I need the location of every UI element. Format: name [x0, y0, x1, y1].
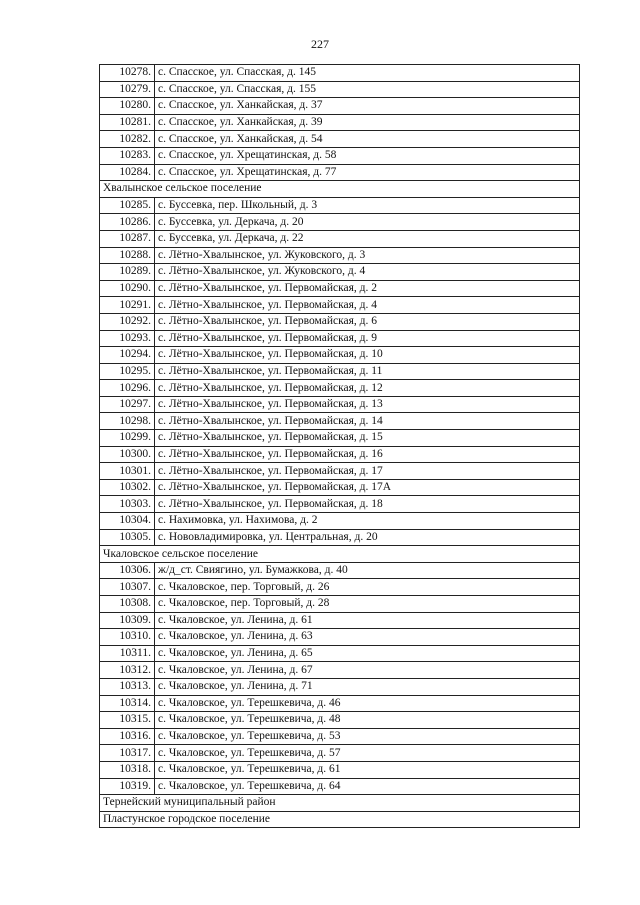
table-row	[100, 513, 580, 530]
address-cell: с. Чкаловское, ул. Терешкевича, д. 46	[155, 695, 580, 712]
row-number: 10296.	[100, 380, 155, 397]
row-number: 10299.	[100, 430, 155, 447]
row-number: 10301.	[100, 463, 155, 480]
row-number: 10294.	[100, 347, 155, 364]
row-number: 10291.	[100, 297, 155, 314]
address-cell: с. Спасское, ул. Хрещатинская, д. 77	[155, 164, 580, 181]
table-row	[100, 98, 580, 115]
section-heading: Хвалынское сельское поселение	[100, 181, 580, 198]
row-number: 10295.	[100, 363, 155, 380]
row-number: 10305.	[100, 529, 155, 546]
address-cell: с. Чкаловское, пер. Торговый, д. 26	[155, 579, 580, 596]
row-number: 10297.	[100, 396, 155, 413]
row-number: 10316.	[100, 728, 155, 745]
address-cell: с. Лётно-Хвалынское, ул. Первомайская, д. 18	[155, 496, 580, 513]
address-cell: с. Лётно-Хвалынское, ул. Первомайская, д. 14	[155, 413, 580, 430]
row-number: 10310.	[100, 629, 155, 646]
address-cell: с. Спасское, ул. Ханкайская, д. 54	[155, 131, 580, 148]
address-cell: с. Чкаловское, ул. Ленина, д. 65	[155, 645, 580, 662]
row-number: 10309.	[100, 612, 155, 629]
row-number: 10317.	[100, 745, 155, 762]
address-cell: с. Спасское, ул. Спасская, д. 145	[155, 65, 580, 82]
row-number: 10288.	[100, 247, 155, 264]
address-cell: с. Чкаловское, ул. Терешкевича, д. 61	[155, 761, 580, 778]
address-cell: с. Чкаловское, пер. Торговый, д. 28	[155, 596, 580, 613]
address-table-body	[100, 65, 580, 828]
table-row	[100, 330, 580, 347]
row-number: 10303.	[100, 496, 155, 513]
row-number: 10298.	[100, 413, 155, 430]
table-row	[100, 562, 580, 579]
row-number: 10290.	[100, 280, 155, 297]
table-row	[100, 761, 580, 778]
row-number: 10315.	[100, 712, 155, 729]
row-number: 10285.	[100, 197, 155, 214]
table-row	[100, 147, 580, 164]
address-cell: с. Чкаловское, ул. Ленина, д. 71	[155, 678, 580, 695]
table-row	[100, 347, 580, 364]
row-number: 10284.	[100, 164, 155, 181]
address-cell: с. Лётно-Хвалынское, ул. Первомайская, д. 17А	[155, 479, 580, 496]
address-cell: с. Лётно-Хвалынское, ул. Жуковского, д. 3	[155, 247, 580, 264]
table-row	[100, 695, 580, 712]
address-cell: ж/д_ст. Свиягино, ул. Бумажкова, д. 40	[155, 562, 580, 579]
table-row	[100, 678, 580, 695]
address-cell: с. Буссевка, ул. Деркача, д. 22	[155, 230, 580, 247]
table-row	[100, 214, 580, 231]
table-row	[100, 728, 580, 745]
address-cell: с. Лётно-Хвалынское, ул. Первомайская, д. 13	[155, 396, 580, 413]
table-row	[100, 114, 580, 131]
row-number: 10318.	[100, 761, 155, 778]
table-row	[100, 380, 580, 397]
table-row	[100, 612, 580, 629]
row-number: 10282.	[100, 131, 155, 148]
table-row	[100, 662, 580, 679]
row-number: 10283.	[100, 147, 155, 164]
row-number: 10280.	[100, 98, 155, 115]
address-cell: с. Лётно-Хвалынское, ул. Первомайская, д. 11	[155, 363, 580, 380]
row-number: 10300.	[100, 446, 155, 463]
table-row	[100, 712, 580, 729]
table-row	[100, 280, 580, 297]
section-row	[100, 181, 580, 198]
address-cell: с. Нововладимировка, ул. Центральная, д. 20	[155, 529, 580, 546]
table-row	[100, 629, 580, 646]
row-number: 10312.	[100, 662, 155, 679]
section-row	[100, 546, 580, 563]
row-number: 10308.	[100, 596, 155, 613]
row-number: 10313.	[100, 678, 155, 695]
address-cell: с. Лётно-Хвалынское, ул. Первомайская, д. 12	[155, 380, 580, 397]
address-cell: с. Буссевка, пер. Школьный, д. 3	[155, 197, 580, 214]
address-cell: с. Нахимовка, ул. Нахимова, д. 2	[155, 513, 580, 530]
table-row	[100, 579, 580, 596]
address-cell: с. Лётно-Хвалынское, ул. Первомайская, д. 9	[155, 330, 580, 347]
section-row	[100, 811, 580, 828]
table-row	[100, 430, 580, 447]
table-row	[100, 65, 580, 82]
table-row	[100, 496, 580, 513]
address-cell: с. Чкаловское, ул. Терешкевича, д. 64	[155, 778, 580, 795]
table-row	[100, 81, 580, 98]
section-heading: Тернейский муниципальный район	[100, 795, 580, 812]
table-row	[100, 413, 580, 430]
address-cell: с. Буссевка, ул. Деркача, д. 20	[155, 214, 580, 231]
row-number: 10302.	[100, 479, 155, 496]
table-row	[100, 297, 580, 314]
address-cell: с. Лётно-Хвалынское, ул. Первомайская, д. 2	[155, 280, 580, 297]
address-cell: с. Лётно-Хвалынское, ул. Первомайская, д. 16	[155, 446, 580, 463]
section-row	[100, 795, 580, 812]
address-cell: с. Спасское, ул. Ханкайская, д. 39	[155, 114, 580, 131]
table-row	[100, 479, 580, 496]
row-number: 10307.	[100, 579, 155, 596]
table-row	[100, 247, 580, 264]
address-cell: с. Спасское, ул. Хрещатинская, д. 58	[155, 147, 580, 164]
address-cell: с. Чкаловское, ул. Терешкевича, д. 53	[155, 728, 580, 745]
table-row	[100, 230, 580, 247]
row-number: 10293.	[100, 330, 155, 347]
address-cell: с. Чкаловское, ул. Ленина, д. 67	[155, 662, 580, 679]
address-cell: с. Чкаловское, ул. Ленина, д. 63	[155, 629, 580, 646]
address-cell: с. Спасское, ул. Спасская, д. 155	[155, 81, 580, 98]
address-cell: с. Чкаловское, ул. Терешкевича, д. 57	[155, 745, 580, 762]
table-row	[100, 529, 580, 546]
table-row	[100, 363, 580, 380]
row-number: 10286.	[100, 214, 155, 231]
row-number: 10304.	[100, 513, 155, 530]
address-cell: с. Чкаловское, ул. Терешкевича, д. 48	[155, 712, 580, 729]
table-row	[100, 396, 580, 413]
table-row	[100, 745, 580, 762]
address-cell: с. Лётно-Хвалынское, ул. Жуковского, д. 4	[155, 264, 580, 281]
address-table	[99, 64, 580, 828]
row-number: 10292.	[100, 313, 155, 330]
table-row	[100, 778, 580, 795]
address-cell: с. Лётно-Хвалынское, ул. Первомайская, д. 17	[155, 463, 580, 480]
address-cell: с. Лётно-Хвалынское, ул. Первомайская, д. 4	[155, 297, 580, 314]
row-number: 10311.	[100, 645, 155, 662]
row-number: 10289.	[100, 264, 155, 281]
table-row	[100, 645, 580, 662]
address-cell: с. Лётно-Хвалынское, ул. Первомайская, д. 15	[155, 430, 580, 447]
table-row	[100, 164, 580, 181]
page-number: 227	[311, 37, 329, 51]
table-row	[100, 197, 580, 214]
table-row	[100, 131, 580, 148]
row-number: 10279.	[100, 81, 155, 98]
table-row	[100, 463, 580, 480]
table-row	[100, 446, 580, 463]
address-cell: с. Лётно-Хвалынское, ул. Первомайская, д. 6	[155, 313, 580, 330]
section-heading: Пластунское городское поселение	[100, 811, 580, 828]
table-row	[100, 596, 580, 613]
row-number: 10306.	[100, 562, 155, 579]
row-number: 10281.	[100, 114, 155, 131]
row-number: 10319.	[100, 778, 155, 795]
row-number: 10278.	[100, 65, 155, 82]
row-number: 10287.	[100, 230, 155, 247]
table-row	[100, 313, 580, 330]
address-cell: с. Чкаловское, ул. Ленина, д. 61	[155, 612, 580, 629]
table-row	[100, 264, 580, 281]
address-cell: с. Спасское, ул. Ханкайская, д. 37	[155, 98, 580, 115]
address-cell: с. Лётно-Хвалынское, ул. Первомайская, д. 10	[155, 347, 580, 364]
section-heading: Чкаловское сельское поселение	[100, 546, 580, 563]
row-number: 10314.	[100, 695, 155, 712]
